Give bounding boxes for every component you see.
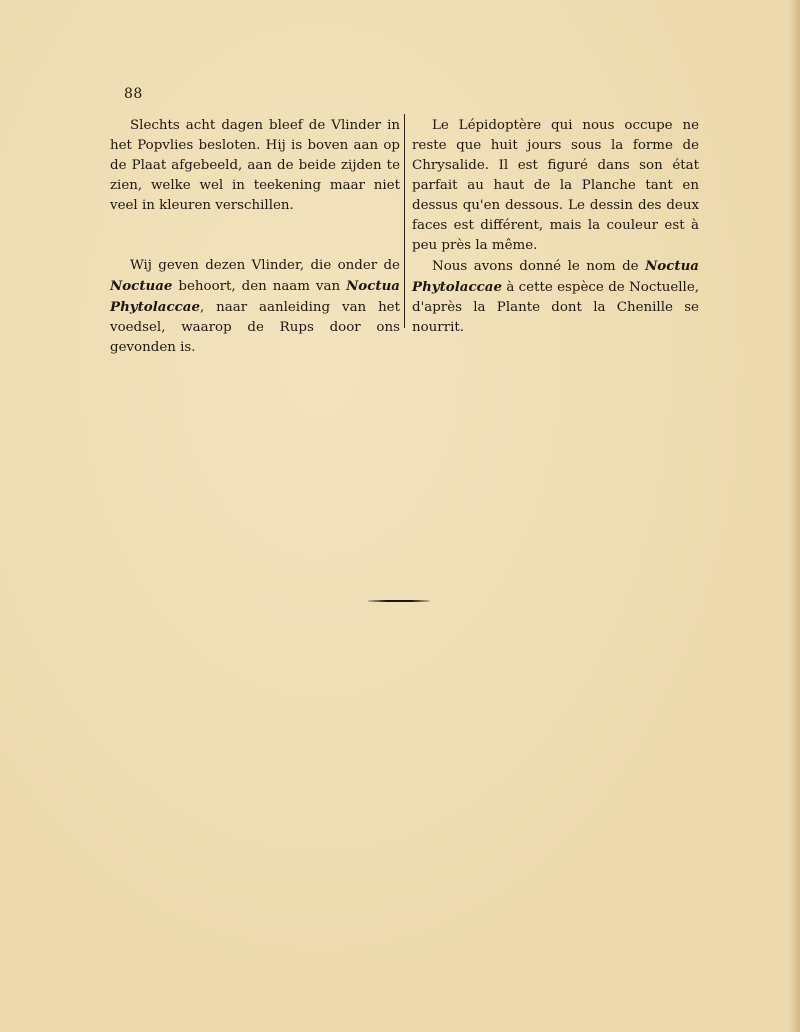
french-p2-italic-species: Noctua Phytolaccae xyxy=(412,258,699,295)
dutch-p2-middle: behoort, den naam van xyxy=(172,279,347,294)
page-number: 88 xyxy=(124,86,143,102)
end-rule-ornament xyxy=(368,600,430,602)
french-paragraph-2-text xyxy=(412,256,699,338)
french-paragraph-1 xyxy=(412,116,699,256)
dutch-paragraph-2-text xyxy=(110,256,400,358)
dutch-p2-after: , naar aanleiding van het voedsel, waarop de Rups door ons gevonden is. xyxy=(110,300,400,355)
french-paragraph-1-text: Le Lépidoptère qui nous occupe ne reste que huit jours sous la forme de Chrysalide. Il est figuré dans son état parfait au haut de la Planche tant en dessus qu'en dessous. Le dessin des deux faces est différent, mais la couleur est à peu près la même. xyxy=(412,118,699,253)
french-paragraph-2 xyxy=(412,256,699,338)
column-divider xyxy=(404,114,405,328)
french-p2-before: Nous avons donné le nom de xyxy=(432,259,646,274)
dutch-p2-before: Wij geven dezen Vlinder, die onder de xyxy=(130,258,400,273)
dutch-paragraph-2 xyxy=(110,256,400,358)
dutch-paragraph-1 xyxy=(110,116,400,216)
french-p2-after: à cette espèce de Noctuelle, d'après la Plante dont la Chenille se nourrit. xyxy=(412,280,699,335)
dutch-p2-italic-species: Noctua Phytolaccae xyxy=(110,278,400,315)
dutch-paragraph-1-text: Slechts acht dagen bleef de Vlinder in het Popvlies besloten. Hij is boven aan op de Plaat afgebeeld, aan de beide zijden te zien, welke wel in teekening maar niet veel in kleuren verschillen. xyxy=(110,118,400,213)
page-edge-shadow xyxy=(788,0,800,1032)
dutch-p2-italic-noctuae: Noctuae xyxy=(110,278,173,294)
